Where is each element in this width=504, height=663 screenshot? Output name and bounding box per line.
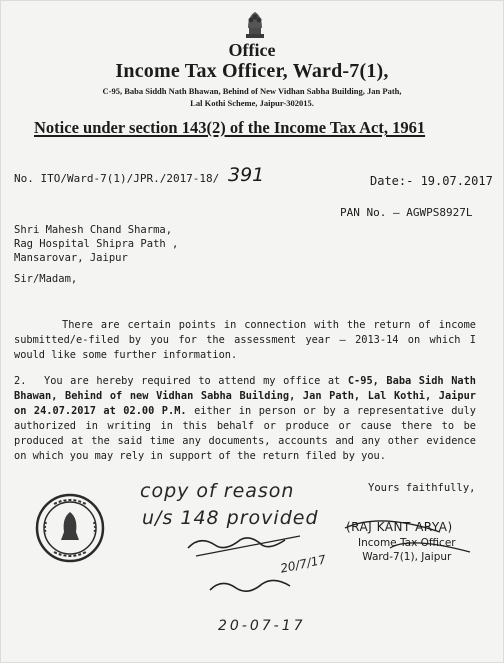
signature-scribble-2: [196, 536, 300, 556]
signatory-designation: [358, 536, 456, 564]
handwritten-note-line2: u/s 148 provided: [142, 507, 319, 529]
handwritten-note-line1: copy of reason: [140, 480, 295, 502]
addressee-name: Shri Mahesh Chand Sharma,: [14, 224, 173, 236]
addressee-line3: Mansarovar, Jaipur: [14, 252, 128, 264]
signature-scribble-1: [188, 538, 285, 548]
paragraph-1: There are certain points in connection with the return of income submitted/e-filed by you for the assessment year – 2013-14 on which I would like some further information.: [14, 319, 476, 361]
addressee-line2: Rag Hospital Shipra Path ,: [14, 238, 179, 250]
handwritten-reference-number: 391: [228, 164, 265, 186]
office-address-line2: Lal Kothi Scheme, Jaipur-302015.: [190, 98, 314, 108]
paragraph-2-number: 2.: [14, 375, 27, 387]
handwritten-date-1: 20/7/17: [279, 552, 328, 576]
notice-heading: Notice under section 143(2) of the Income Tax Act, 1961: [34, 118, 426, 137]
paragraph-2-text-a: You are hereby required to attend my office at: [44, 375, 348, 387]
paragraph-2-text-b: either in person or by a representative duly authorized in writing in this behalf or produce or cause there to be produced at the said time any documents, accounts and any other evidence on which you may rely in support of the return filed by you.: [14, 405, 476, 462]
signatory-name: (RAJ KANT ARYA): [346, 520, 453, 534]
pan-number: PAN No. – AGWPS8927L: [340, 206, 473, 219]
salutation: Sir/Madam,: [14, 273, 78, 285]
office-title: Office: [228, 40, 276, 60]
handwritten-date-2: 20-07-17: [218, 618, 306, 634]
yours-faithfully: Yours faithfully,: [368, 482, 476, 494]
paragraph-2-bold: C-95, Baba Sidh Nath Bhawan, Behind of new Vidhan Sabha Building, Jan Path, Lal Kothi, Jaipur on 24.07.2017 at 02.00 P.M.: [14, 375, 476, 417]
office-address-line1: C-95, Baba Siddh Nath Bhawan, Behind of New Vidhan Sabha Building, Jan Path,: [102, 86, 402, 96]
signature-scribble-3: [210, 580, 290, 591]
reference-number: No. ITO/Ward-7(1)/JPR./2017-18/: [14, 172, 220, 185]
officer-title: Income Tax Officer, Ward-7(1),: [115, 60, 389, 82]
designation-line1: Income Tax Officer: [358, 537, 456, 549]
notice-date: Date:- 19.07.2017: [370, 174, 493, 188]
designation-line2: Ward-7(1), Jaipur: [362, 551, 452, 563]
